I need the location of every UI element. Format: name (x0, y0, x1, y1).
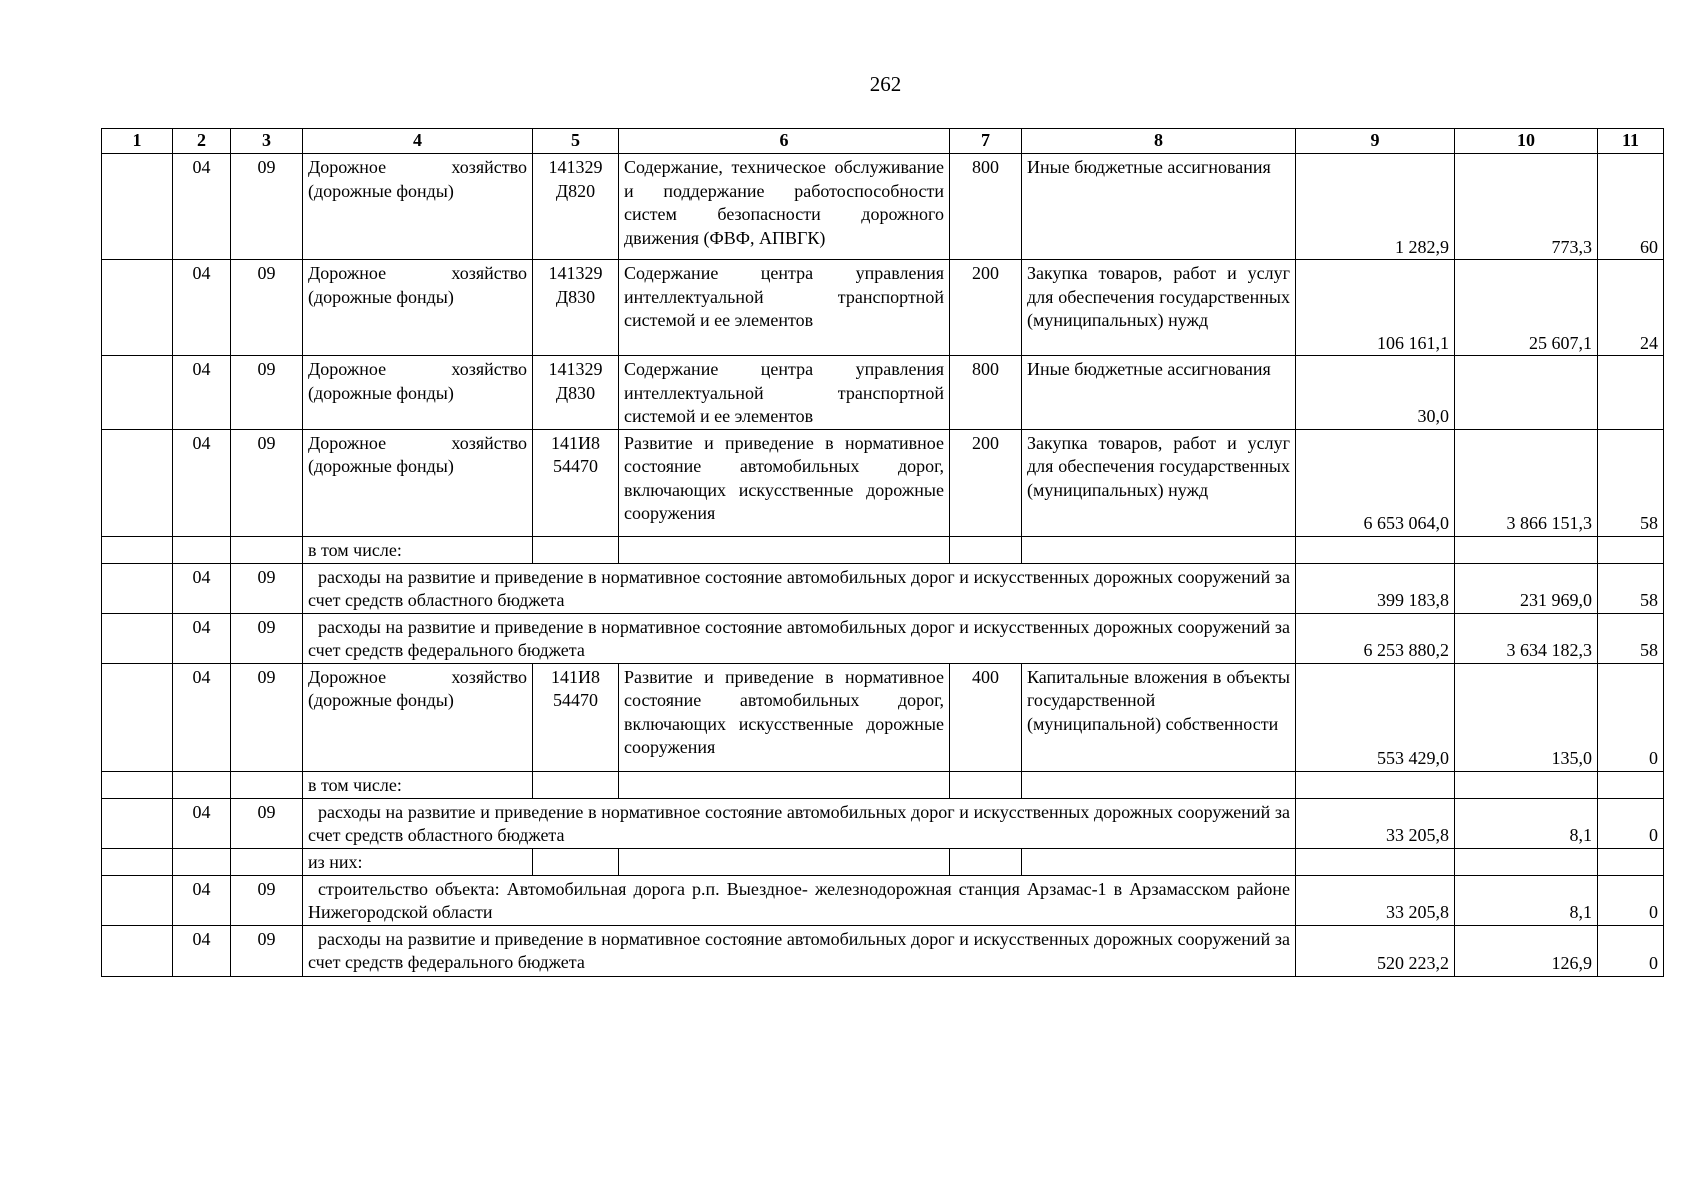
percent-executed: 0 (1598, 925, 1664, 976)
amount-executed: 3 866 151,3 (1455, 429, 1598, 536)
expense-description: расходы на развитие и приведение в нормативное состояние автомобильных дорог и искусственных дорожных сооружений за счет средств областного бюджета (303, 798, 1296, 848)
cell-col6 (619, 536, 950, 563)
table-row (102, 663, 1664, 771)
amount-executed: 231 969,0 (1455, 563, 1598, 613)
percent-executed: 60 (1598, 154, 1664, 260)
section-code: 04 (173, 563, 231, 613)
amount-planned: 30,0 (1296, 356, 1455, 430)
expense-type-name: Закупка товаров, работ и услуг для обеспечения государственных (муниципальных) нужд (1022, 260, 1296, 356)
row-caption: в том числе: (303, 771, 533, 798)
amount-planned: 399 183,8 (1296, 563, 1455, 613)
target-article-code: 141329 Д830 (533, 260, 619, 356)
section-code: 04 (173, 925, 231, 976)
cell-col3 (231, 848, 303, 875)
cell-col5 (533, 536, 619, 563)
cell-col3 (231, 771, 303, 798)
expense-type-code: 800 (950, 356, 1022, 430)
cell-col7 (950, 771, 1022, 798)
section-name: Дорожное хозяйство (дорожные фонды) (303, 356, 533, 430)
row-caption: в том числе: (303, 536, 533, 563)
article-name: Развитие и приведение в нормативное состояние автомобильных дорог, включающих искусственные дорожные сооружения (619, 663, 950, 771)
amount-planned: 520 223,2 (1296, 925, 1455, 976)
cell-col1 (102, 260, 173, 356)
amount-planned: 6 253 880,2 (1296, 613, 1455, 663)
percent-executed: 0 (1598, 875, 1664, 925)
expense-type-name: Иные бюджетные ассигнования (1022, 154, 1296, 260)
column-header: 4 (303, 129, 533, 154)
cell-col2 (173, 771, 231, 798)
expense-type-code: 200 (950, 260, 1022, 356)
percent-executed: 0 (1598, 663, 1664, 771)
expense-description: строительство объекта: Автомобильная дорога р.п. Выездное- железнодорожная станция Арзамас-1 в Арзамасском районе Нижегородской области (303, 875, 1296, 925)
cell-col5 (533, 848, 619, 875)
subsection-code: 09 (231, 154, 303, 260)
article-name: Содержание центра управления интеллектуальной транспортной системой и ее элементов (619, 356, 950, 430)
cell-col11 (1598, 771, 1664, 798)
percent-executed: 58 (1598, 429, 1664, 536)
amount-executed: 773,3 (1455, 154, 1598, 260)
cell-col9 (1296, 848, 1455, 875)
cell-col3 (231, 536, 303, 563)
amount-executed: 25 607,1 (1455, 260, 1598, 356)
table-row (102, 563, 1664, 613)
section-code: 04 (173, 875, 231, 925)
cell-col6 (619, 848, 950, 875)
expense-type-name: Закупка товаров, работ и услуг для обеспечения государственных (муниципальных) нужд (1022, 429, 1296, 536)
percent-executed: 58 (1598, 613, 1664, 663)
subheading-row (102, 848, 1664, 875)
cell-col9 (1296, 536, 1455, 563)
column-header: 2 (173, 129, 231, 154)
percent-executed: 0 (1598, 798, 1664, 848)
cell-col1 (102, 563, 173, 613)
table-row (102, 925, 1664, 976)
cell-col11 (1598, 536, 1664, 563)
amount-executed: 3 634 182,3 (1455, 613, 1598, 663)
table-row (102, 613, 1664, 663)
cell-col1 (102, 875, 173, 925)
section-code: 04 (173, 613, 231, 663)
page-number: 262 (869, 72, 902, 96)
subsection-code: 09 (231, 925, 303, 976)
cell-col11 (1598, 848, 1664, 875)
subsection-code: 09 (231, 260, 303, 356)
target-article-code: 141И8 54470 (533, 429, 619, 536)
expense-type-name: Иные бюджетные ассигнования (1022, 356, 1296, 430)
expense-description: расходы на развитие и приведение в нормативное состояние автомобильных дорог и искусственных дорожных сооружений за счет средств федерального бюджета (303, 925, 1296, 976)
target-article-code: 141И8 54470 (533, 663, 619, 771)
amount-executed: 8,1 (1455, 798, 1598, 848)
table-row (102, 356, 1664, 430)
cell-col1 (102, 356, 173, 430)
column-header: 8 (1022, 129, 1296, 154)
amount-planned: 106 161,1 (1296, 260, 1455, 356)
cell-col2 (173, 848, 231, 875)
amount-executed: 135,0 (1455, 663, 1598, 771)
cell-col10 (1455, 848, 1598, 875)
percent-executed: 58 (1598, 563, 1664, 613)
subsection-code: 09 (231, 875, 303, 925)
cell-col1 (102, 154, 173, 260)
target-article-code: 141329 Д820 (533, 154, 619, 260)
amount-planned: 33 205,8 (1296, 875, 1455, 925)
article-name: Содержание, техническое обслуживание и поддержание работоспособности систем безопасности дорожного движения (ФВФ, АПВГК) (619, 154, 950, 260)
subsection-code: 09 (231, 613, 303, 663)
table-row (102, 154, 1664, 260)
cell-col6 (619, 771, 950, 798)
subsection-code: 09 (231, 798, 303, 848)
article-name: Развитие и приведение в нормативное состояние автомобильных дорог, включающих искусственные дорожные сооружения (619, 429, 950, 536)
section-code: 04 (173, 260, 231, 356)
subheading-row (102, 771, 1664, 798)
column-header: 7 (950, 129, 1022, 154)
section-code: 04 (173, 429, 231, 536)
subsection-code: 09 (231, 563, 303, 613)
cell-col1 (102, 771, 173, 798)
subheading-row (102, 536, 1664, 563)
cell-col9 (1296, 771, 1455, 798)
cell-col1 (102, 798, 173, 848)
section-code: 04 (173, 154, 231, 260)
cell-col1 (102, 848, 173, 875)
cell-col1 (102, 925, 173, 976)
table-row (102, 798, 1664, 848)
column-header: 9 (1296, 129, 1455, 154)
target-article-code: 141329 Д830 (533, 356, 619, 430)
subsection-code: 09 (231, 429, 303, 536)
amount-executed: 126,9 (1455, 925, 1598, 976)
amount-planned: 553 429,0 (1296, 663, 1455, 771)
column-header: 10 (1455, 129, 1598, 154)
amount-executed (1455, 356, 1598, 430)
amount-planned: 6 653 064,0 (1296, 429, 1455, 536)
subsection-code: 09 (231, 663, 303, 771)
cell-col7 (950, 848, 1022, 875)
cell-col1 (102, 536, 173, 563)
column-header: 6 (619, 129, 950, 154)
cell-col8 (1022, 848, 1296, 875)
expense-type-code: 200 (950, 429, 1022, 536)
expense-type-name: Капитальные вложения в объекты государственной (муниципальной) собственности (1022, 663, 1296, 771)
section-name: Дорожное хозяйство (дорожные фонды) (303, 154, 533, 260)
expense-description: расходы на развитие и приведение в нормативное состояние автомобильных дорог и искусственных дорожных сооружений за счет средств областного бюджета (303, 563, 1296, 613)
expense-type-code: 800 (950, 154, 1022, 260)
section-name: Дорожное хозяйство (дорожные фонды) (303, 429, 533, 536)
article-name: Содержание центра управления интеллектуальной транспортной системой и ее элементов (619, 260, 950, 356)
budget-table (101, 128, 1664, 977)
table-row (102, 260, 1664, 356)
amount-planned: 33 205,8 (1296, 798, 1455, 848)
section-code: 04 (173, 663, 231, 771)
column-header: 3 (231, 129, 303, 154)
column-header: 1 (102, 129, 173, 154)
cell-col5 (533, 771, 619, 798)
cell-col1 (102, 613, 173, 663)
row-caption: из них: (303, 848, 533, 875)
section-code: 04 (173, 798, 231, 848)
column-header: 11 (1598, 129, 1664, 154)
cell-col10 (1455, 771, 1598, 798)
cell-col1 (102, 429, 173, 536)
table-row (102, 875, 1664, 925)
amount-executed: 8,1 (1455, 875, 1598, 925)
percent-executed (1598, 356, 1664, 430)
section-code: 04 (173, 356, 231, 430)
section-name: Дорожное хозяйство (дорожные фонды) (303, 260, 533, 356)
amount-planned: 1 282,9 (1296, 154, 1455, 260)
expense-type-code: 400 (950, 663, 1022, 771)
subsection-code: 09 (231, 356, 303, 430)
cell-col7 (950, 536, 1022, 563)
header-row (102, 129, 1664, 154)
section-name: Дорожное хозяйство (дорожные фонды) (303, 663, 533, 771)
column-header: 5 (533, 129, 619, 154)
expense-description: расходы на развитие и приведение в нормативное состояние автомобильных дорог и искусственных дорожных сооружений за счет средств федерального бюджета (303, 613, 1296, 663)
cell-col8 (1022, 536, 1296, 563)
percent-executed: 24 (1598, 260, 1664, 356)
cell-col8 (1022, 771, 1296, 798)
cell-col2 (173, 536, 231, 563)
cell-col1 (102, 663, 173, 771)
cell-col10 (1455, 536, 1598, 563)
table-row (102, 429, 1664, 536)
